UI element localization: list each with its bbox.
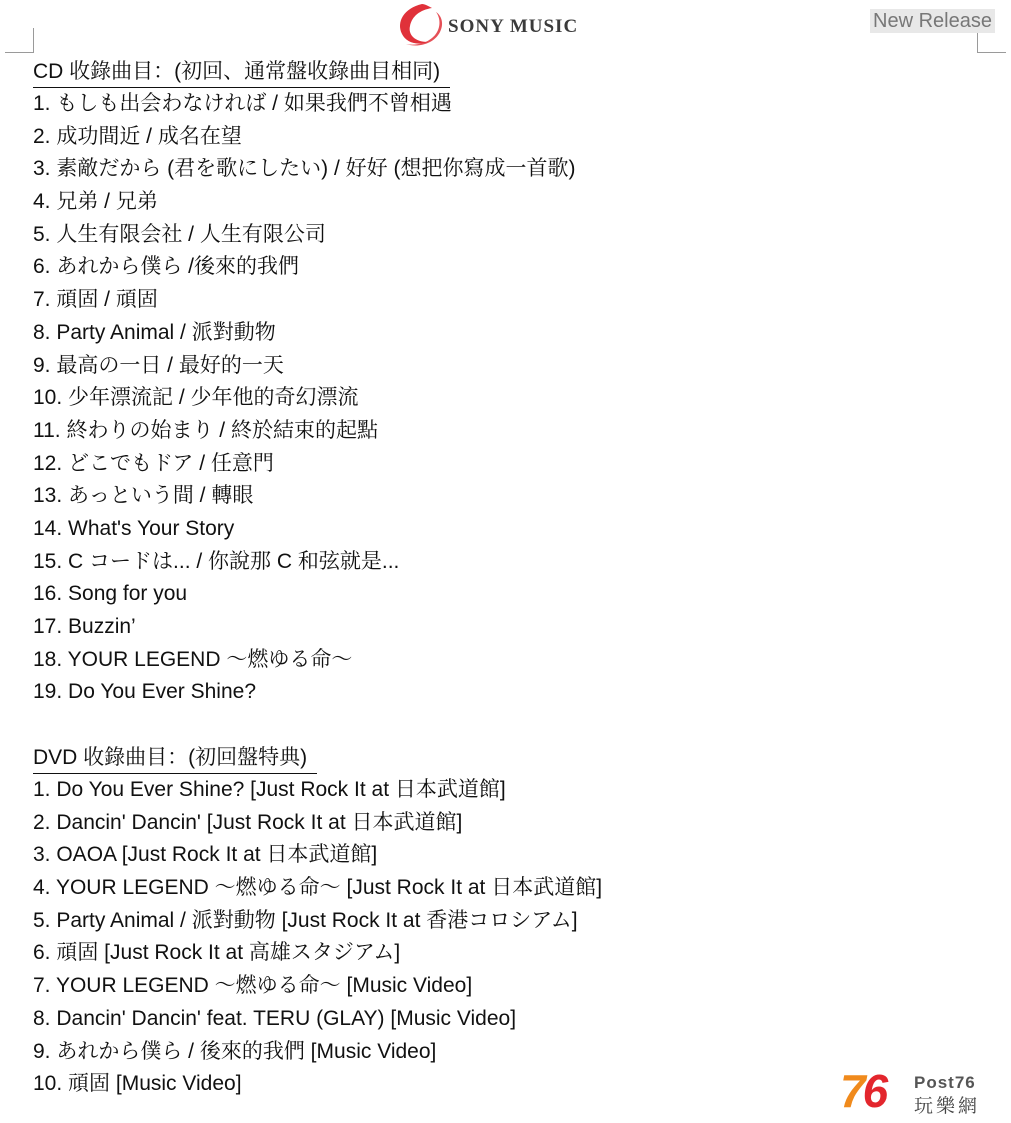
cd-track: 12. どこでもドア / 任意門 xyxy=(33,451,274,475)
dvd-track: 3. OAOA [Just Rock It at 日本武道館] xyxy=(33,843,378,867)
cd-track: 16. Song for you xyxy=(33,582,188,606)
post76-number: 76 xyxy=(840,1065,886,1117)
dvd-track: 4. YOUR LEGEND ～燃ゆる命～ [Just Rock It at 日本武道館] xyxy=(33,876,603,900)
post76-number-mark xyxy=(840,1064,885,1118)
cd-track: 15. C コードは... / 你說那 C 和弦就是... xyxy=(33,549,400,573)
cd-track: 4. 兄弟 / 兄弟 xyxy=(33,190,158,214)
dvd-track: 8. Dancin' Dancin' feat. TERU (GLAY) [Music Video] xyxy=(33,1006,517,1030)
dvd-track: 6. 頑固 [Just Rock It at 高雄スタジアム] xyxy=(33,941,401,965)
post76-title: Post76 xyxy=(914,1073,976,1092)
dvd-track: 2. Dancin' Dancin' [Just Rock It at 日本武道館] xyxy=(33,810,463,834)
cd-track: 2. 成功間近 / 成名在望 xyxy=(33,124,242,148)
page-corner-mark-left xyxy=(5,28,34,53)
cd-track: 18. YOUR LEGEND ～燃ゆる命～ xyxy=(33,647,353,671)
dvd-tracklist-section xyxy=(33,742,602,1101)
dvd-heading: DVD 收錄曲目：(初回盤特典) xyxy=(33,742,317,774)
sony-music-brand-text: SONY MUSIC xyxy=(448,16,579,37)
dvd-track: 10. 頑固 [Music Video] xyxy=(33,1072,242,1096)
cd-track: 14. What's Your Story xyxy=(33,516,235,540)
cd-track: 7. 頑固 / 頑固 xyxy=(33,288,158,312)
new-release-badge: New Release xyxy=(870,9,995,33)
cd-track: 3. 素敵だから (君を歌にしたい) / 好好 (想把你寫成一首歌) xyxy=(33,157,576,181)
post76-subtitle: 玩樂網 xyxy=(914,1096,981,1117)
cd-track: 19. Do You Ever Shine? xyxy=(33,680,257,704)
cd-track: 13. あっという間 / 轉眼 xyxy=(33,484,254,508)
cd-track: 5. 人生有限会社 / 人生有限公司 xyxy=(33,222,326,246)
dvd-track: 7. YOUR LEGEND ～燃ゆる命～ [Music Video] xyxy=(33,974,473,998)
cd-track: 10. 少年漂流記 / 少年他的奇幻漂流 xyxy=(33,386,359,410)
cd-heading: CD 收錄曲目：(初回、通常盤收錄曲目相同) xyxy=(33,56,450,88)
cd-track-list xyxy=(33,88,576,709)
cd-track: 1. もしも出会わなければ / 如果我們不曾相遇 xyxy=(33,92,452,115)
cd-track: 8. Party Animal / 派對動物 xyxy=(33,320,276,344)
post76-logo xyxy=(840,1065,998,1117)
dvd-track: 1. Do You Ever Shine? [Just Rock It at 日本武道館] xyxy=(33,778,506,801)
cd-track: 17. Buzzin’ xyxy=(33,615,136,638)
dvd-track-list xyxy=(33,774,602,1101)
sony-swirl-icon xyxy=(392,2,444,50)
cd-track: 6. あれから僕ら /後來的我們 xyxy=(33,255,300,279)
cd-track: 11. 終わりの始まり / 終於結束的起點 xyxy=(33,418,378,442)
dvd-track: 9. あれから僕ら / 後來的我們 [Music Video] xyxy=(33,1039,437,1063)
sony-music-logo xyxy=(388,0,616,52)
cd-tracklist-section xyxy=(33,56,576,709)
dvd-track: 5. Party Animal / 派對動物 [Just Rock It at 香港コロシアム] xyxy=(33,908,578,932)
cd-track: 9. 最高の一日 / 最好的一天 xyxy=(33,353,284,377)
